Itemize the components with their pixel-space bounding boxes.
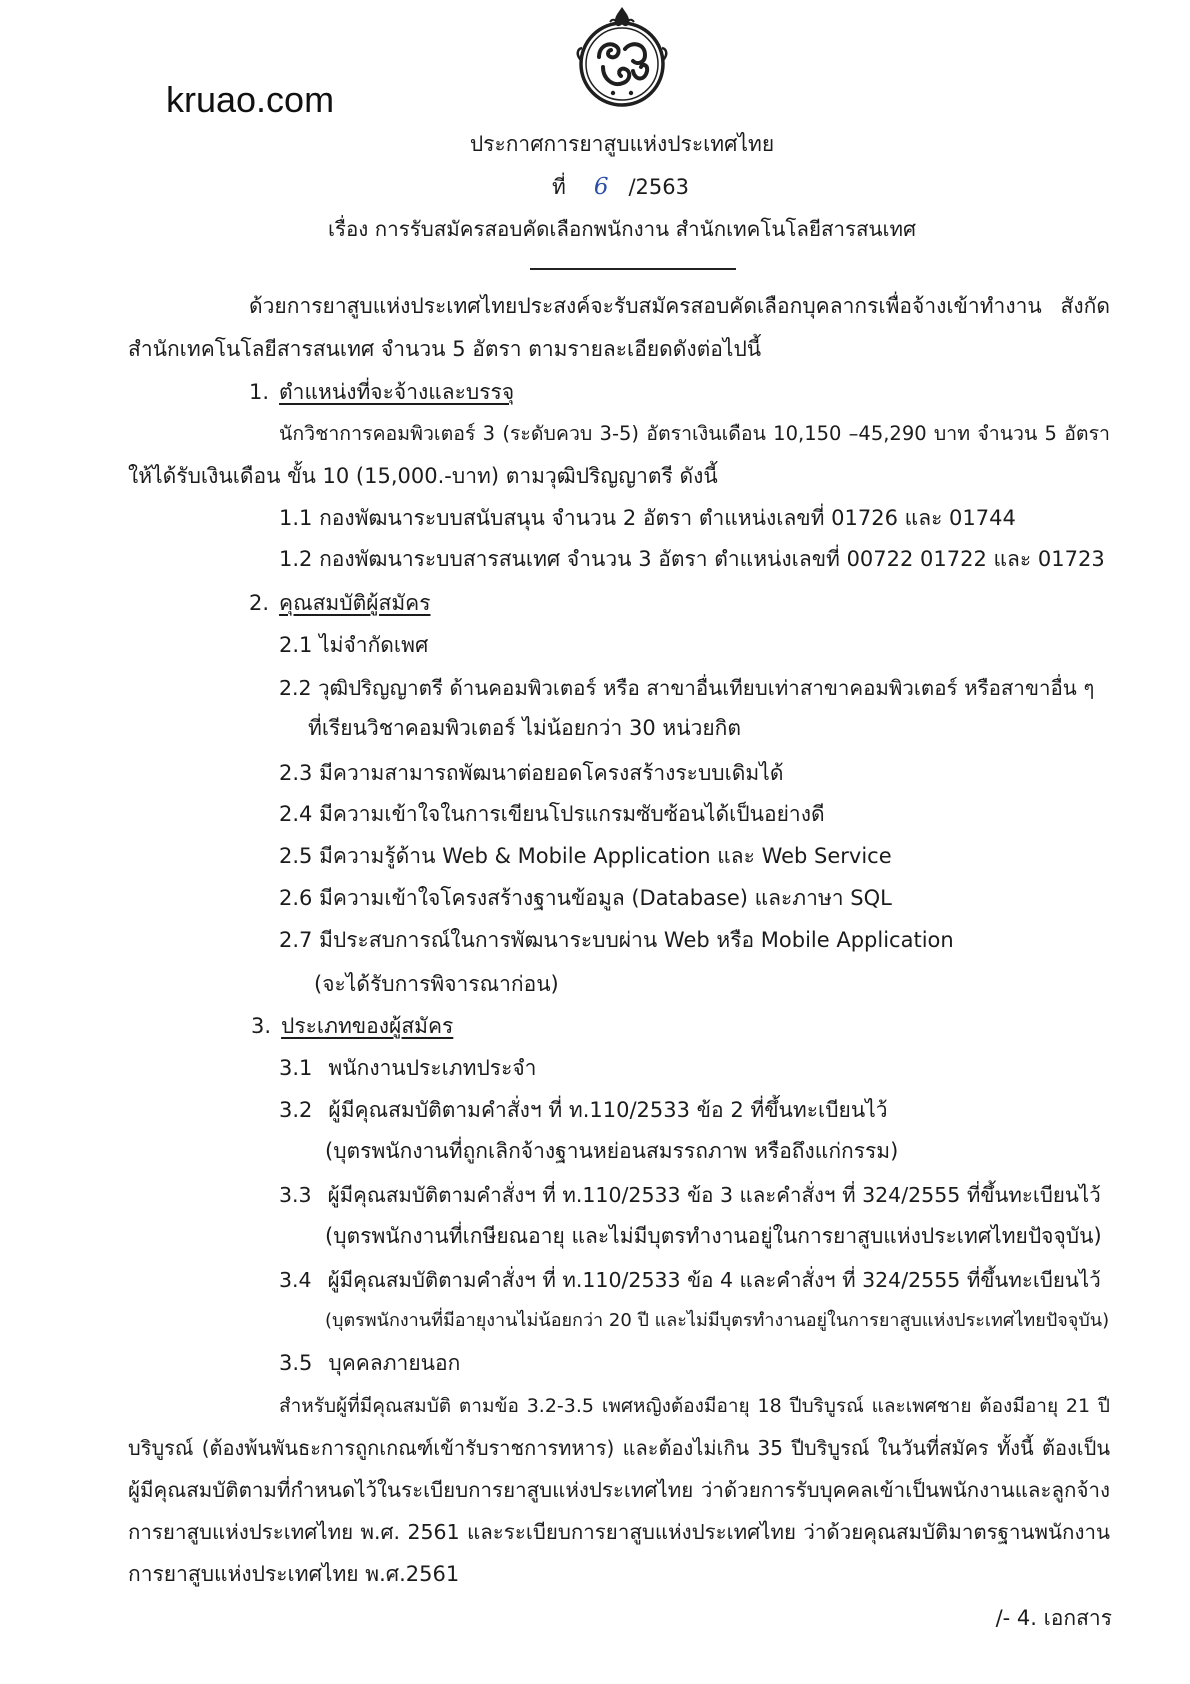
list-item: [279, 1346, 1110, 1380]
item-text: บุคคลภายนอก: [328, 1351, 461, 1375]
section-number: 3.: [251, 1014, 272, 1038]
list-item: [279, 1178, 1110, 1212]
section-heading-text: ประเภทของผู้สมัคร: [281, 1014, 454, 1038]
intro-line-2: สำนักเทคโนโลยีสารสนเทศ จำนวน 5 อัตรา ตามรายละเอียดดังต่อไปนี้: [128, 337, 762, 361]
item-number: 3.2: [279, 1098, 313, 1122]
item-number: 3.5: [279, 1351, 313, 1375]
closing-line-5: การยาสูบแห่งประเทศไทย พ.ศ.2561: [128, 1562, 460, 1586]
item-text: พนักงานประเภทประจำ: [328, 1056, 537, 1080]
item-text: ผู้มีคุณสมบัติตามคำสั่งฯ ที่ ท.110/2533 ข้อ 3 และคำสั่งฯ ที่ 324/2555 ที่ขึ้นทะเบียนไว้: [327, 1183, 1101, 1207]
section-1-body-1: นักวิชาการคอมพิวเตอร์ 3 (ระดับควบ 3-5) อัตราเงินเดือน 10,150 –45,290 บาท จำนวน 5 อัตรา: [279, 422, 1110, 445]
list-item: [279, 1051, 1110, 1085]
list-item-note: (บุตรพนักงานที่ถูกเลิกจ้างฐานหย่อนสมรรถภาพ หรือถึงแก่กรรม): [325, 1139, 899, 1163]
page-continuation: /- 4. เอกสาร: [995, 1606, 1112, 1630]
announcement-subject: เรื่อง การรับสมัครสอบคัดเลือกพนักงาน สำนักเทคโนโลยีสารสนเทศ: [327, 217, 917, 241]
item-number: 3.4: [279, 1268, 312, 1292]
list-item-continuation: (จะได้รับการพิจารณาก่อน): [314, 972, 559, 996]
item-text: ผู้มีคุณสมบัติตามคำสั่งฯ ที่ ท.110/2533 ข้อ 2 ที่ขึ้นทะเบียนไว้: [328, 1098, 888, 1122]
list-item: [279, 1093, 1110, 1127]
list-item: 2.1 ไม่จำกัดเพศ: [279, 633, 429, 657]
list-item-note: (บุตรพนักงานที่เกษียณอายุ และไม่มีบุตรทำงานอยู่ในการยาสูบแห่งประเทศไทยปัจจุบัน): [325, 1224, 1102, 1248]
watermark-text: kruao.com: [166, 79, 335, 120]
list-item: 2.2 วุฒิปริญญาตรี ด้านคอมพิวเตอร์ หรือ สาขาอื่นเทียบเท่าสาขาคอมพิวเตอร์ หรือสาขาอื่น ๆ: [279, 676, 1095, 700]
section-number: 1.: [249, 380, 270, 404]
seal-emblem: [573, 5, 671, 108]
handwritten-number: 6: [593, 174, 609, 200]
section-2-heading: [249, 586, 1110, 620]
number-year: /2563: [628, 175, 690, 199]
section-number: 2.: [249, 591, 270, 615]
list-item: 2.3 มีความสามารถพัฒนาต่อยอดโครงสร้างระบบเดิมได้: [279, 761, 784, 785]
section-3-heading: [251, 1009, 1110, 1043]
section-heading-text: ตำแหน่งที่จะจ้างและบรรจุ: [279, 380, 515, 404]
list-item: 2.7 มีประสบการณ์ในการพัฒนาระบบผ่าน Web หรือ Mobile Application: [279, 928, 954, 952]
closing-line-4: การยาสูบแห่งประเทศไทย พ.ศ. 2561 และระเบียบการยาสูบแห่งประเทศไทย ว่าด้วยคุณสมบัติมาตรฐานพนักงาน: [128, 1520, 1110, 1544]
header-divider: [530, 268, 736, 270]
list-item-continuation: ที่เรียนวิชาคอมพิวเตอร์ ไม่น้อยกว่า 30 หน่วยกิต: [308, 716, 742, 740]
section-heading-text: คุณสมบัติผู้สมัคร: [279, 591, 431, 615]
list-item: 2.4 มีความเข้าใจในการเขียนโปรแกรมซับซ้อนได้เป็นอย่างดี: [279, 802, 825, 826]
intro-line-1: ด้วยการยาสูบแห่งประเทศไทยประสงค์จะรับสมัครสอบคัดเลือกบุคลากรเพื่อจ้างเข้าทำงาน สังกัด: [249, 294, 1110, 318]
closing-line-1: สำหรับผู้ที่มีคุณสมบัติ ตามข้อ 3.2-3.5 เพศหญิงต้องมีอายุ 18 ปีบริบูรณ์ และเพศชาย ต้องมีอายุ 21 ปี: [279, 1395, 1110, 1417]
announcement-title: ประกาศการยาสูบแห่งประเทศไทย: [469, 132, 775, 156]
list-item: 1.1 กองพัฒนาระบบสนับสนุน จำนวน 2 อัตรา ตำแหน่งเลขที่ 01726 และ 01744: [279, 506, 1016, 530]
closing-line-2: บริบูรณ์ (ต้องพ้นพันธะการถูกเกณฑ์เข้ารับราชการทหาร) และต้องไม่เกิน 35 ปีบริบูรณ์ ในวันที่สมัคร ทั้งนี้ ต้องเป็น: [128, 1436, 1110, 1460]
list-item: 2.5 มีความรู้ด้าน Web & Mobile Application และ Web Service: [279, 844, 892, 868]
item-number: 3.3: [279, 1183, 312, 1207]
list-item: 1.2 กองพัฒนาระบบสารสนเทศ จำนวน 3 อัตรา ตำแหน่งเลขที่ 00722 01722 และ 01723: [279, 547, 1105, 571]
item-text: ผู้มีคุณสมบัติตามคำสั่งฯ ที่ ท.110/2533 ข้อ 4 และคำสั่งฯ ที่ 324/2555 ที่ขึ้นทะเบียนไว้: [327, 1268, 1101, 1292]
list-item-note: (บุตรพนักงานที่มีอายุงานไม่น้อยกว่า 20 ปี และไม่มีบุตรทำงานอยู่ในการยาสูบแห่งประเทศไทยปัจจุบัน): [325, 1310, 1110, 1331]
list-item: 2.6 มีความเข้าใจโครงสร้างฐานข้อมูล (Database) และภาษา SQL: [279, 886, 892, 910]
section-1-body-2: ให้ได้รับเงินเดือน ขั้น 10 (15,000.-บาท) ตามวุฒิปริญญาตรี ดังนี้: [128, 464, 718, 488]
section-1-heading: [249, 375, 1110, 409]
announcement-number: [552, 170, 752, 204]
closing-line-3: ผู้มีคุณสมบัติตามที่กำหนดไว้ในระเบียบการยาสูบแห่งประเทศไทย ว่าด้วยการรับบุคคลเข้าเป็นพนักงานและลูกจ้าง: [128, 1478, 1110, 1502]
item-number: 3.1: [279, 1056, 313, 1080]
number-prefix: ที่: [552, 175, 566, 199]
list-item: [279, 1263, 1110, 1297]
